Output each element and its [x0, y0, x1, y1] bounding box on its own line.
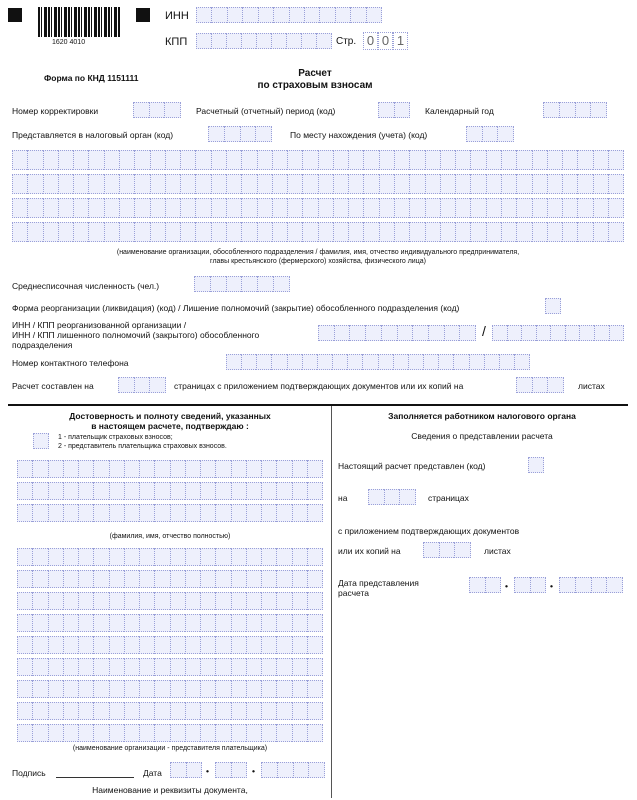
org-rep-row-5[interactable] — [17, 636, 323, 654]
name-caption-2: главы крестьянского (фермерского) хозяйства, физического лица) — [210, 258, 426, 265]
signature-label: Подпись — [12, 768, 46, 778]
date-label: Дата — [143, 768, 162, 778]
reorg-inn-label-1: ИНН / КПП реорганизованной организации / — [12, 320, 187, 330]
right-pages-input[interactable] — [368, 489, 416, 505]
location-label: По месту нахождения (учета) (код) — [290, 130, 428, 140]
form-title-2: по страховым взносам — [257, 80, 373, 91]
presented-dot-1: • — [505, 581, 508, 591]
org-name-row-1[interactable] — [12, 150, 624, 170]
tax-officer-subtitle: Сведения о представлении расчета — [411, 431, 553, 441]
presented-day-input[interactable] — [469, 577, 501, 593]
date-dot-1: • — [206, 766, 209, 776]
right-sheets-label: листах — [484, 546, 511, 556]
location-input[interactable] — [466, 126, 514, 142]
right-sheets-input[interactable] — [423, 542, 471, 558]
sign-year-input[interactable] — [261, 762, 325, 778]
on-label: на — [338, 493, 348, 503]
period-label: Расчетный (отчетный) период (код) — [196, 106, 336, 116]
calendar-year-label: Календарный год — [425, 106, 494, 116]
headcount-input[interactable] — [194, 276, 290, 292]
corner-marker-right — [136, 8, 150, 22]
option-1: 1 - плательщик страховых взносов; — [58, 434, 173, 441]
date-presented-label-2: расчета — [338, 588, 370, 598]
reorg-slash: / — [482, 323, 486, 339]
confirm-title-1: Достоверность и полноту сведений, указанных — [69, 411, 271, 421]
reorg-inn-input[interactable] — [318, 325, 476, 341]
or-copies-label: или их копий на — [338, 546, 401, 556]
sign-day-input[interactable] — [170, 762, 202, 778]
correction-number-input[interactable] — [133, 102, 181, 118]
doc-caption: Наименование и реквизиты документа, — [92, 785, 248, 795]
org-name-row-4[interactable] — [12, 222, 624, 242]
confirm-type-input[interactable] — [33, 433, 49, 449]
inn-label: ИНН — [165, 10, 189, 22]
presented-month-input[interactable] — [514, 577, 546, 593]
reorg-kpp-input[interactable] — [492, 325, 624, 341]
headcount-label: Среднесписочная численность (чел.) — [12, 281, 160, 291]
with-docs-label: с приложением подтверждающих документов — [338, 526, 520, 536]
name-caption-1: (наименование организации, обособленного подразделения / фамилия, имя, отчество индивидуального предпринимателя, — [116, 249, 520, 256]
date-presented-label-1: Дата представления — [338, 578, 419, 588]
tax-authority-label: Представляется в налоговый орган (код) — [12, 130, 174, 140]
tax-officer-title: Заполняется работником налогового органа — [388, 411, 576, 421]
fio-caption: (фамилия, имя, отчество полностью) — [109, 533, 231, 540]
presented-dot-2: • — [550, 581, 553, 591]
signature-line[interactable] — [56, 777, 134, 778]
fio-row-3[interactable] — [17, 504, 323, 522]
phone-label: Номер контактного телефона — [12, 358, 129, 368]
presented-year-input[interactable] — [559, 577, 623, 593]
section-divider — [8, 404, 628, 406]
sign-month-input[interactable] — [215, 762, 247, 778]
kpp-input[interactable] — [196, 33, 332, 49]
reorg-form-label: Форма реорганизации (ликвидация) (код) / Лишение полномочий (закрытие) обособленного подразделения (код) — [12, 303, 460, 313]
pages-with-label: страницах с приложением подтверждающих документов или их копий на — [174, 381, 464, 391]
period-input[interactable] — [378, 102, 410, 118]
phone-input[interactable] — [226, 354, 530, 370]
org-rep-row-2[interactable] — [17, 570, 323, 588]
fio-row-2[interactable] — [17, 482, 323, 500]
org-rep-row-4[interactable] — [17, 614, 323, 632]
corner-marker-left — [8, 8, 22, 22]
tax-authority-input[interactable] — [208, 126, 272, 142]
option-2: 2 - представитель плательщика страховых взносов. — [58, 443, 227, 450]
confirm-title-2: в настоящем расчете, подтверждаю : — [91, 421, 249, 431]
page-digit-1: 0 — [363, 32, 378, 50]
barcode-number: 1620 4010 — [52, 39, 86, 46]
inn-input[interactable] — [196, 7, 382, 23]
sheets-label: листах — [578, 381, 605, 391]
pages-count-input[interactable] — [118, 377, 166, 393]
column-divider — [331, 406, 332, 798]
right-pages-label: страницах — [428, 493, 469, 503]
kpp-label: КПП — [165, 36, 188, 48]
org-rep-row-7[interactable] — [17, 680, 323, 698]
org-name-row-3[interactable] — [12, 198, 624, 218]
date-dot-2: • — [252, 766, 255, 776]
org-rep-row-3[interactable] — [17, 592, 323, 610]
page-digit-3: 1 — [393, 32, 408, 50]
reorg-inn-label-3: подразделения — [12, 340, 73, 350]
sheets-count-input[interactable] — [516, 377, 564, 393]
org-rep-caption: (наименование организации - представителя плательщика) — [72, 745, 268, 752]
form-knd: Форма по КНД 1151111 — [44, 73, 139, 83]
presented-code-input[interactable] — [528, 457, 544, 473]
org-rep-row-6[interactable] — [17, 658, 323, 676]
form-title-1: Расчет — [298, 68, 332, 79]
reorg-inn-label-2: ИНН / КПП лишенного полномочий (закрытого) обособленного — [12, 330, 260, 340]
org-rep-row-8[interactable] — [17, 702, 323, 720]
org-name-row-2[interactable] — [12, 174, 624, 194]
barcode — [38, 7, 120, 37]
calendar-year-input[interactable] — [543, 102, 607, 118]
page-label: Стр. — [336, 36, 357, 47]
reorg-form-input[interactable] — [545, 298, 561, 314]
org-rep-row-1[interactable] — [17, 548, 323, 566]
page-digit-2: 0 — [378, 32, 393, 50]
composed-on-label: Расчет составлен на — [12, 381, 94, 391]
presented-label: Настоящий расчет представлен (код) — [338, 461, 486, 471]
correction-number-label: Номер корректировки — [12, 106, 99, 116]
fio-row-1[interactable] — [17, 460, 323, 478]
org-rep-row-9[interactable] — [17, 724, 323, 742]
